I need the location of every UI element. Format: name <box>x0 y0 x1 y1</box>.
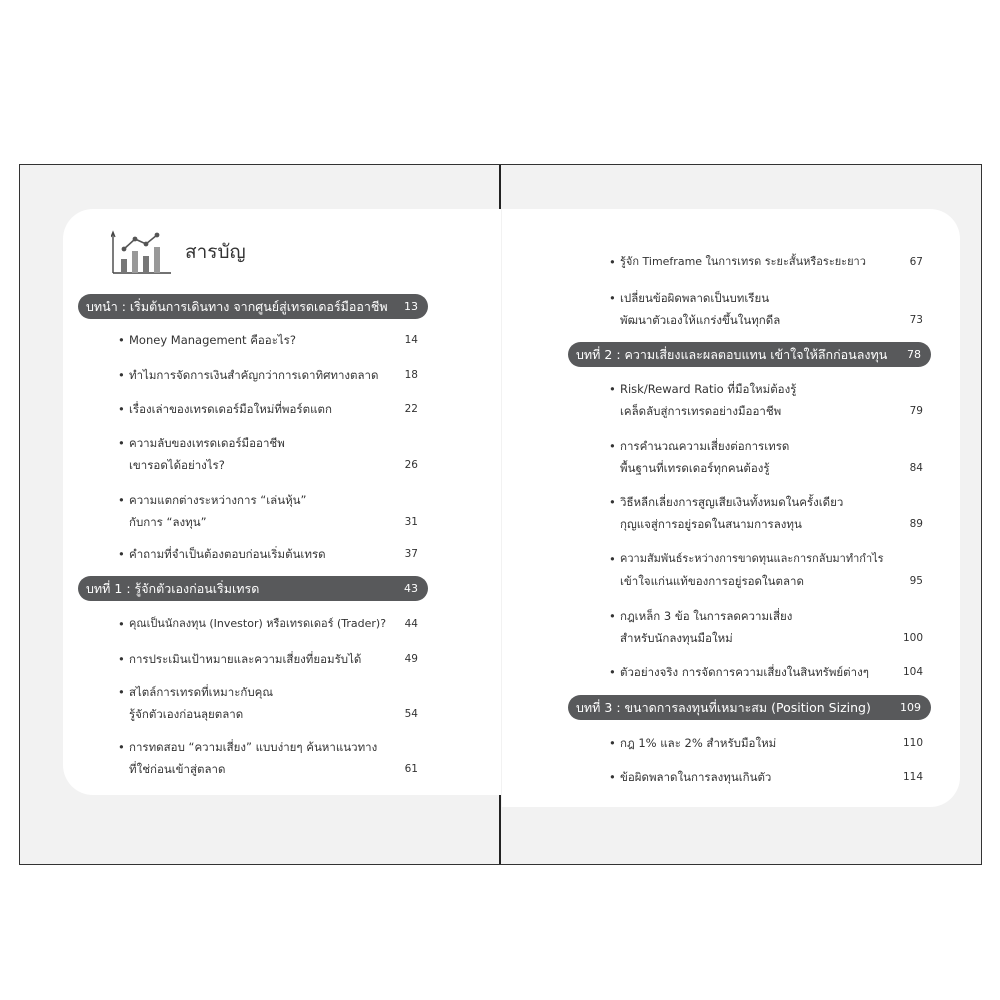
entry-line: กับการ “ลงทุน” <box>129 515 207 529</box>
toc-entry[interactable] <box>609 605 923 649</box>
toc-entry[interactable] <box>609 435 923 479</box>
toc-entry[interactable] <box>118 432 418 476</box>
bullet: • <box>118 740 125 754</box>
entry-line: การประเมินเป้าหมายและความเสี่ยงที่ยอมรับได้ <box>129 652 362 666</box>
entry-page: 44 <box>404 618 418 630</box>
entry-line: ตัวอย่างจริง การจัดการความเสี่ยงในสินทรัพย์ต่างๆ <box>620 665 869 679</box>
entry-page: 100 <box>902 632 923 644</box>
entry-page: 79 <box>909 405 923 417</box>
bullet: • <box>609 382 616 396</box>
section-bar-chapter-1[interactable] <box>78 576 428 601</box>
section-page: 109 <box>900 701 921 714</box>
bullet: • <box>118 547 125 561</box>
toc-entry[interactable] <box>118 543 418 565</box>
entry-line: วิธีหลีกเลี่ยงการสูญเสียเงินทั้งหมดในครั้งเดียว <box>620 495 844 509</box>
toc-entry[interactable] <box>609 732 923 754</box>
toc-entry[interactable] <box>609 766 923 788</box>
section-page: 78 <box>907 348 921 361</box>
entry-line: คุณเป็นนักลงทุน (Investor) หรือเทรดเดอร์ (Trader)? <box>129 617 387 630</box>
section-bar-intro[interactable] <box>78 294 428 319</box>
toc-entry[interactable] <box>609 491 923 535</box>
entry-line: สำหรับนักลงทุนมือใหม่ <box>620 631 733 645</box>
toc-entry[interactable] <box>609 661 923 683</box>
right-page-card <box>502 209 960 807</box>
section-page: 43 <box>404 582 418 595</box>
entry-page: 95 <box>909 575 923 587</box>
bullet: • <box>118 652 125 666</box>
entry-line: ทำไมการจัดการเงินสำคัญกว่าการเดาทิศทางตลาด <box>129 368 379 382</box>
bullet: • <box>118 402 125 416</box>
bullet: • <box>609 495 616 509</box>
section-title: บทที่ 2 : ความเสี่ยงและผลตอบแทน เข้าใจให้ลึกก่อนลงทุน <box>576 347 888 362</box>
left-page <box>20 165 501 864</box>
entry-line: สไตล์การเทรดที่เหมาะกับคุณ <box>129 685 274 699</box>
entry-line: เขารอดได้อย่างไร? <box>129 458 225 472</box>
entry-page: 114 <box>902 771 923 783</box>
entry-line: เคล็ดลับสู่การเทรดอย่างมืออาชีพ <box>620 404 782 418</box>
bullet: • <box>609 552 616 566</box>
bullet: • <box>609 770 616 784</box>
toc-entry[interactable] <box>118 736 418 780</box>
entry-page: 31 <box>404 516 418 528</box>
entry-page: 67 <box>909 256 923 268</box>
entry-page: 84 <box>909 462 923 474</box>
entry-page: 110 <box>902 737 923 749</box>
entry-line: คำถามที่จำเป็นต้องตอบก่อนเริ่มต้นเทรด <box>129 547 326 561</box>
entry-line: เปลี่ยนข้อผิดพลาดเป็นบทเรียน <box>620 291 770 305</box>
toc-entry[interactable] <box>118 681 418 725</box>
book-spread <box>19 164 982 865</box>
section-title: บทที่ 3 : ขนาดการลงทุนที่เหมาะสม (Position Sizing) <box>576 700 871 715</box>
entry-line: Risk/Reward Ratio ที่มือใหม่ต้องรู้ <box>620 382 797 396</box>
section-page: 13 <box>404 300 418 313</box>
entry-line: ความลับของเทรดเดอร์มืออาชีพ <box>129 436 285 450</box>
section-bar-chapter-2[interactable] <box>568 342 931 367</box>
entry-line: ความสัมพันธ์ระหว่างการขาดทุนและการกลับมาทำกำไร <box>620 552 884 565</box>
entry-line: การคำนวณความเสี่ยงต่อการเทรด <box>620 439 790 453</box>
entry-line: เข้าใจแก่นแท้ของการอยู่รอดในตลาด <box>620 574 804 588</box>
entry-page: 89 <box>909 518 923 530</box>
toc-entry[interactable] <box>609 287 923 331</box>
toc-entry[interactable] <box>118 613 418 635</box>
entry-page: 104 <box>902 666 923 678</box>
entry-line: พื้นฐานที่เทรดเดอร์ทุกคนต้องรู้ <box>620 461 770 475</box>
entry-line: กุญแจสู่การอยู่รอดในสนามการลงทุน <box>620 517 802 531</box>
entry-page: 18 <box>404 369 418 381</box>
section-bar-chapter-3[interactable] <box>568 695 931 720</box>
bullet: • <box>118 333 125 347</box>
entry-page: 61 <box>404 763 418 775</box>
bullet: • <box>118 685 125 699</box>
toc-entry[interactable] <box>609 378 923 422</box>
entry-line: การทดสอบ “ความเสี่ยง” แบบง่ายๆ ค้นหาแนวทาง <box>129 740 378 754</box>
entry-line: เรื่องเล่าของเทรดเดอร์มือใหม่ที่พอร์ตแตก <box>129 402 332 416</box>
bullet: • <box>609 665 616 679</box>
entry-page: 73 <box>909 314 923 326</box>
toc-title: สารบัญ <box>185 241 246 263</box>
right-page <box>502 165 981 864</box>
entry-line: ความแตกต่างระหว่างการ “เล่นหุ้น” <box>129 493 307 507</box>
toc-entry[interactable] <box>609 251 923 273</box>
toc-entry[interactable] <box>609 548 923 592</box>
section-title: บทที่ 1 : รู้จักตัวเองก่อนเริ่มเทรด <box>86 581 260 596</box>
entry-line: ที่ใช่ก่อนเข้าสู่ตลาด <box>129 762 226 776</box>
bullet: • <box>609 439 616 453</box>
toc-entry[interactable] <box>118 364 418 386</box>
bullet: • <box>118 617 125 631</box>
entry-page: 22 <box>404 403 418 415</box>
toc-entry[interactable] <box>118 489 418 533</box>
bar-chart-icon <box>111 229 173 275</box>
bullet: • <box>609 736 616 750</box>
entry-line: รู้จักตัวเองก่อนลุยตลาด <box>129 707 244 721</box>
bullet: • <box>118 436 125 450</box>
entry-line: กฎเหล็ก 3 ข้อ ในการลดความเสี่ยง <box>620 609 793 623</box>
bullet: • <box>609 609 616 623</box>
entry-page: 37 <box>404 548 418 560</box>
bullet: • <box>118 368 125 382</box>
bullet: • <box>609 255 616 269</box>
entry-page: 26 <box>404 459 418 471</box>
entry-line: Money Management คืออะไร? <box>129 333 296 347</box>
entry-line: รู้จัก Timeframe ในการเทรด ระยะสั้นหรือระยะยาว <box>620 255 866 268</box>
left-page-card <box>63 209 501 795</box>
entry-page: 14 <box>404 334 418 346</box>
entry-line: กฎ 1% และ 2% สำหรับมือใหม่ <box>620 736 777 750</box>
section-title: บทนำ : เริ่มต้นการเดินทาง จากศูนย์สู่เทรดเดอร์มืออาชีพ <box>86 299 388 314</box>
toc-entry[interactable] <box>118 398 418 420</box>
entry-line: พัฒนาตัวเองให้แกร่งขึ้นในทุกดีล <box>620 313 781 327</box>
entry-page: 54 <box>404 708 418 720</box>
bullet: • <box>609 291 616 305</box>
toc-entry[interactable] <box>118 648 418 670</box>
entry-page: 49 <box>404 653 418 665</box>
entry-line: ข้อผิดพลาดในการลงทุนเกินตัว <box>620 770 772 784</box>
bullet: • <box>118 493 125 507</box>
toc-entry[interactable] <box>118 329 418 351</box>
